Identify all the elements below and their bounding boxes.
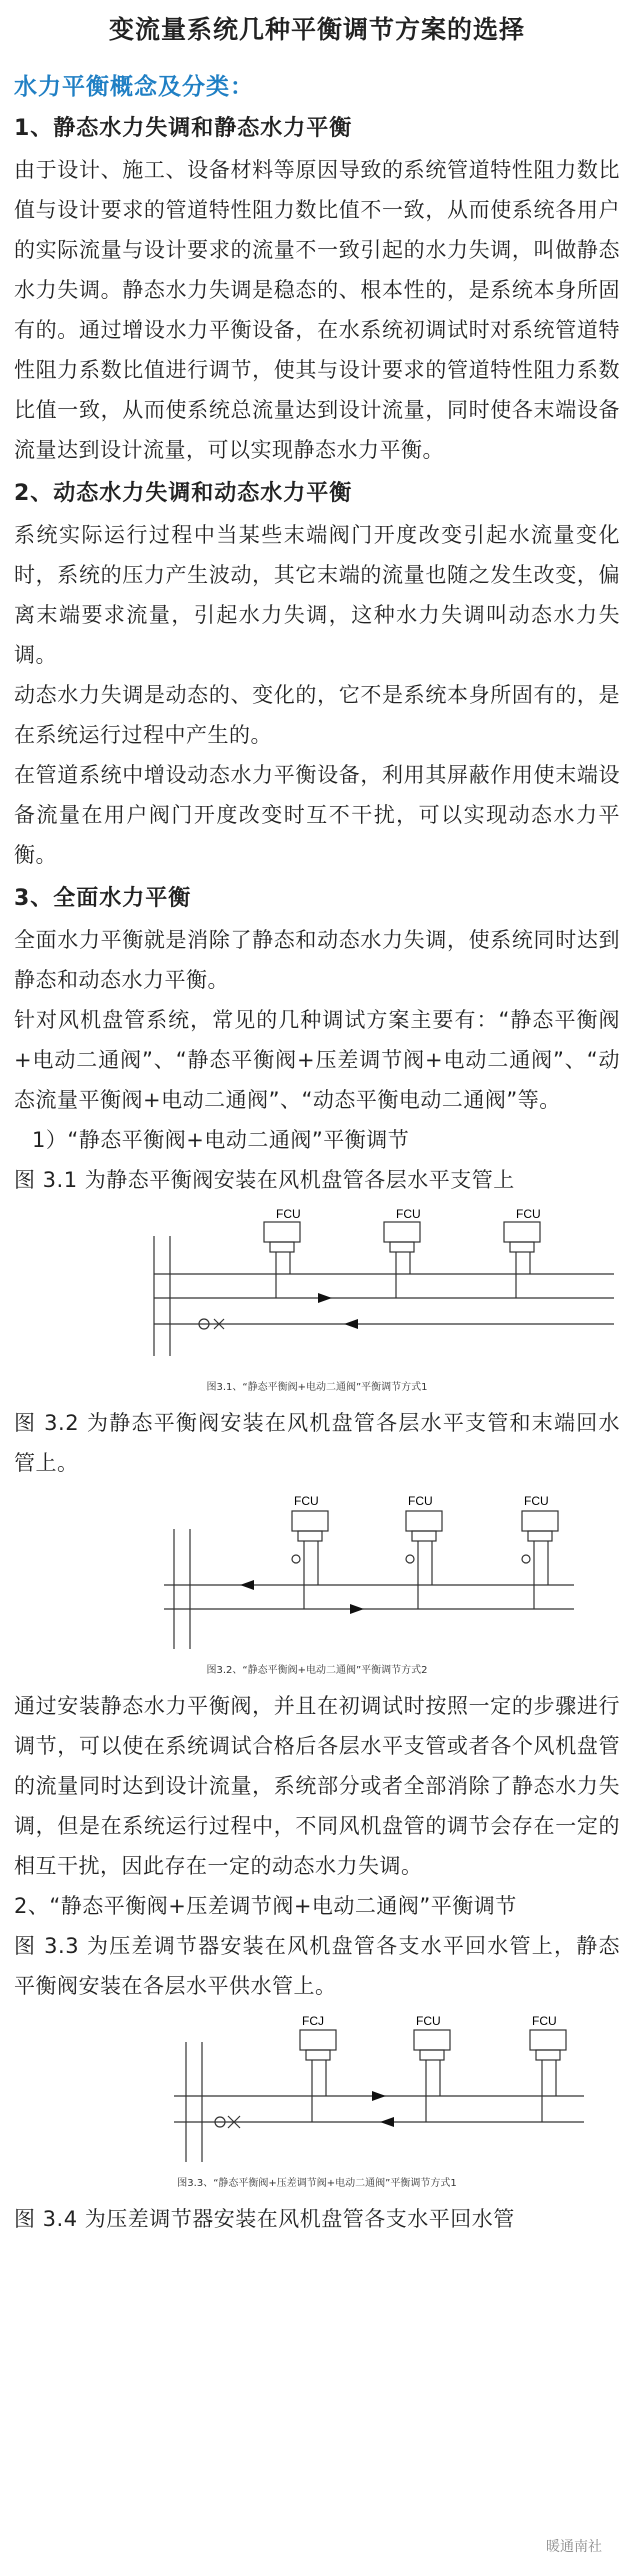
fcu-label: FCU [524, 1494, 549, 1508]
article-page [0, 10, 632, 2558]
watermark: 暖通南社 [546, 2539, 602, 2555]
paragraph-fig31-intro: 图 3.1 为静态平衡阀安装在风机盘管各层水平支管上 [14, 1168, 515, 1192]
fcu-label: FCU [416, 2014, 441, 2028]
figure-3-1 [14, 1206, 620, 1393]
fcu-unit [504, 1222, 540, 1298]
paragraph-full-1: 全面水力平衡就是消除了静态和动态水力失调，使系统同时达到静态和动态水力平衡。 [14, 928, 620, 992]
paragraph-static-result: 通过安装静态水力平衡阀，并且在初调试时按照一定的步骤进行调节，可以使在系统调试合格后各层水平支管或者各个风机盘管的流量同时达到设计流量，系统部分或者全部消除了静态水力失调，但是在系统运行过程中，不同风机盘管的调节会存在一定的相互干扰，因此存在一定的动态水力失调。 [14, 1694, 620, 1878]
heading-dynamic-balance: 2、动态水力失调和动态水力平衡 [14, 481, 353, 506]
paragraph-dynamic-2: 动态水力失调是动态的、变化的，它不是系统本身所固有的，是在系统运行过程中产生的。 [14, 683, 620, 747]
paragraph-fig32-intro: 图 3.2 为静态平衡阀安装在风机盘管各层水平支管和末端回水管上。 [14, 1411, 620, 1475]
fcu-unit [300, 2030, 336, 2122]
section-title: 水力平衡概念及分类： [14, 74, 254, 100]
paragraph-dynamic-3: 在管道系统中增设动态水力平衡设备，利用其屏蔽作用使末端设备流量在用户阀门开度改变时互不干扰，可以实现动态水力平衡。 [14, 763, 620, 867]
figure-3-3-caption: 图3.3、“静态平衡阀+压差调节阀+电动二通阀”平衡调节方式1 [177, 2178, 457, 2189]
fcu-unit [292, 1511, 328, 1609]
diagram-3-1 [14, 1206, 620, 1376]
paragraph-fig33-intro: 图 3.3 为压差调节器安装在风机盘管各支水平回水管上，静态平衡阀安装在各层水平供水管上。 [14, 1934, 620, 1998]
fcu-label: FCU [532, 2014, 557, 2028]
fcu-unit [414, 2030, 450, 2122]
article-title: 变流量系统几种平衡调节方案的选择 [108, 15, 525, 44]
heading-static-balance: 1、静态水力失调和静态水力平衡 [14, 116, 353, 141]
diagram-3-3 [14, 2012, 620, 2172]
fcu-unit [384, 1222, 420, 1298]
paragraph-method-1: 1）“静态平衡阀+电动二通阀”平衡调节 [32, 1128, 410, 1152]
figure-3-2 [14, 1489, 620, 1676]
fcj-label: FCJ [302, 2014, 324, 2028]
figure-3-1-caption: 图3.1、“静态平衡阀+电动二通阀”平衡调节方式1 [206, 1382, 428, 1393]
figure-3-3 [14, 2012, 620, 2189]
diagram-3-2 [14, 1489, 620, 1659]
fcu-label: FCU [294, 1494, 319, 1508]
fcu-unit [406, 1511, 442, 1609]
paragraph-full-2: 针对风机盘管系统，常见的几种调试方案主要有：“静态平衡阀+电动二通阀”、“静态平衡阀+压差调节阀+电动二通阀”、“动态流量平衡阀+电动二通阀”、“动态平衡电动二通阀”等。 [14, 1008, 620, 1112]
fcu-label: FCU [396, 1207, 421, 1221]
paragraph-method-2: 2、“静态平衡阀+压差调节阀+电动二通阀”平衡调节 [14, 1894, 517, 1918]
figure-3-2-caption: 图3.2、“静态平衡阀+电动二通阀”平衡调节方式2 [206, 1665, 428, 1676]
fcu-label: FCU [276, 1207, 301, 1221]
heading-full-balance: 3、全面水力平衡 [14, 886, 192, 911]
fcu-unit [530, 2030, 566, 2122]
paragraph-dynamic-1: 系统实际运行过程中当某些末端阀门开度改变引起水流量变化时，系统的压力产生波动，其它末端的流量也随之发生改变，偏离末端要求流量，引起水力失调，这种水力失调叫动态水力失调。 [14, 523, 620, 667]
paragraph-fig34-intro: 图 3.4 为压差调节器安装在风机盘管各支水平回水管 [14, 2207, 515, 2231]
fcu-label: FCU [516, 1207, 541, 1221]
paragraph-static: 由于设计、施工、设备材料等原因导致的系统管道特性阻力数比值与设计要求的管道特性阻力数比值不一致，从而使系统各用户的实际流量与设计要求的流量不一致引起的水力失调，叫做静态水力失调。静态水力失调是稳态的、根本性的，是系统本身所固有的。通过增设水力平衡设备，在水系统初调试时对系统管道特性阻力系数比值进行调节，使其与设计要求的管道特性阻力系数比值一致，从而使系统总流量达到设计流量，同时使各末端设备流量达到设计流量，可以实现静态水力平衡。 [14, 158, 620, 462]
fcu-unit [522, 1511, 558, 1609]
fcu-label: FCU [408, 1494, 433, 1508]
fcu-unit [264, 1222, 300, 1298]
